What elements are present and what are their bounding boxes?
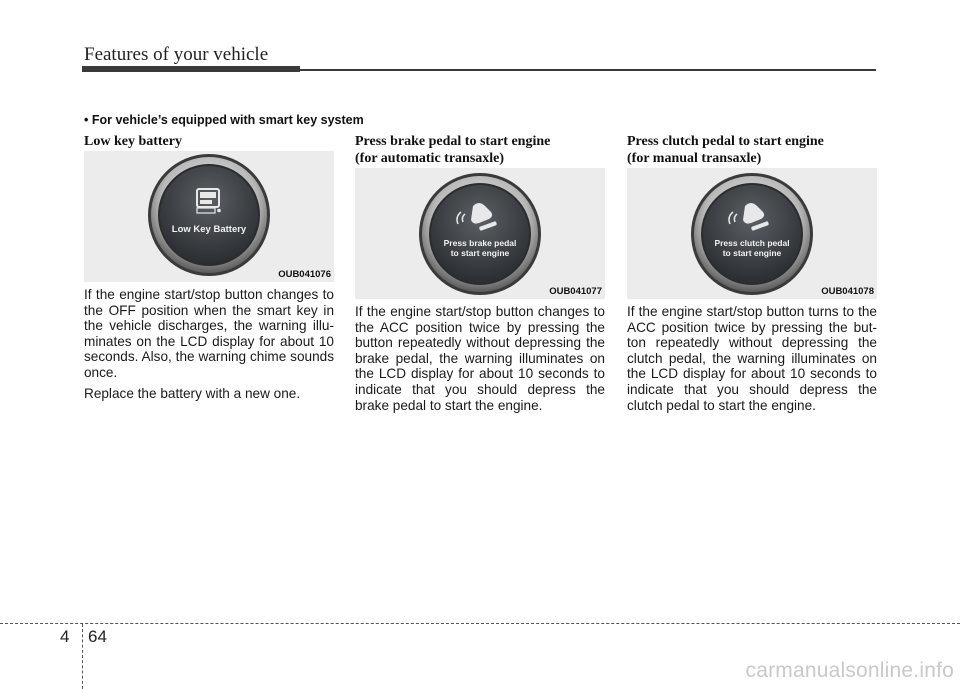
header-rule-thin	[300, 69, 876, 71]
start-button-illustration	[355, 168, 605, 299]
figure-code: OUB041077	[549, 286, 602, 297]
body-paragraph: Replace the battery with a new one.	[84, 385, 301, 401]
start-button-illustration	[84, 151, 334, 282]
start-button-illustration	[627, 168, 877, 299]
figure-press-clutch-pedal	[627, 168, 877, 299]
header-title: Features of your vehicle	[84, 44, 269, 65]
figure-code: OUB041078	[821, 286, 874, 297]
section-press-clutch-pedal	[627, 133, 877, 413]
body-paragraph: If the engine start/stop button changes to the ACC position twice by pressing the button repeatedly without depressing the brake pedal, the warning illuminates on the LCD display for about 10 seconds to indicate that you should depress the brake pedal to start the engine.	[355, 304, 605, 413]
header-rule-thick	[82, 66, 300, 72]
button-label-line-1: Press clutch pedal	[714, 238, 790, 248]
watermark: carmanualsonline.info	[745, 659, 954, 682]
button-label-line-2: to start engine	[450, 248, 510, 258]
figure-press-brake-pedal	[355, 168, 605, 299]
section-heading: Press clutch pedal to start engine (for manual transaxle)	[627, 134, 824, 166]
smart-key-note: • For vehicle’s equipped with smart key system	[84, 113, 364, 127]
button-label-line-2: to start engine	[722, 248, 782, 258]
page-number: 64	[88, 627, 107, 646]
section-low-key-battery	[84, 133, 334, 401]
footer-divider	[0, 623, 960, 624]
chapter-number: 4	[60, 627, 70, 646]
button-label-line-1: Press brake pedal	[443, 238, 517, 248]
body-paragraph: If the engine start/stop button turns to the ACC position twice by pressing the but-ton repeatedly without depressing the clutch pedal, the warning illuminates on the LCD display for about 10 seconds to indicate that you should depress the clutch pedal to start the engine.	[627, 304, 877, 413]
section-heading: Press brake pedal to start engine (for automatic transaxle)	[355, 134, 551, 166]
section-press-brake-pedal	[355, 133, 605, 413]
footer-vertical-divider	[82, 624, 83, 689]
figure-low-key-battery	[84, 151, 334, 282]
button-label: Low Key Battery	[171, 224, 247, 235]
section-heading: Low key battery	[84, 134, 182, 149]
figure-code: OUB041076	[278, 269, 331, 280]
body-paragraph: If the engine start/stop button changes to the OFF position when the smart key in the vehicle discharges, the warning illu-minates on the LCD display for about 10 seconds. Also, the warning chime sounds once.	[84, 287, 334, 380]
